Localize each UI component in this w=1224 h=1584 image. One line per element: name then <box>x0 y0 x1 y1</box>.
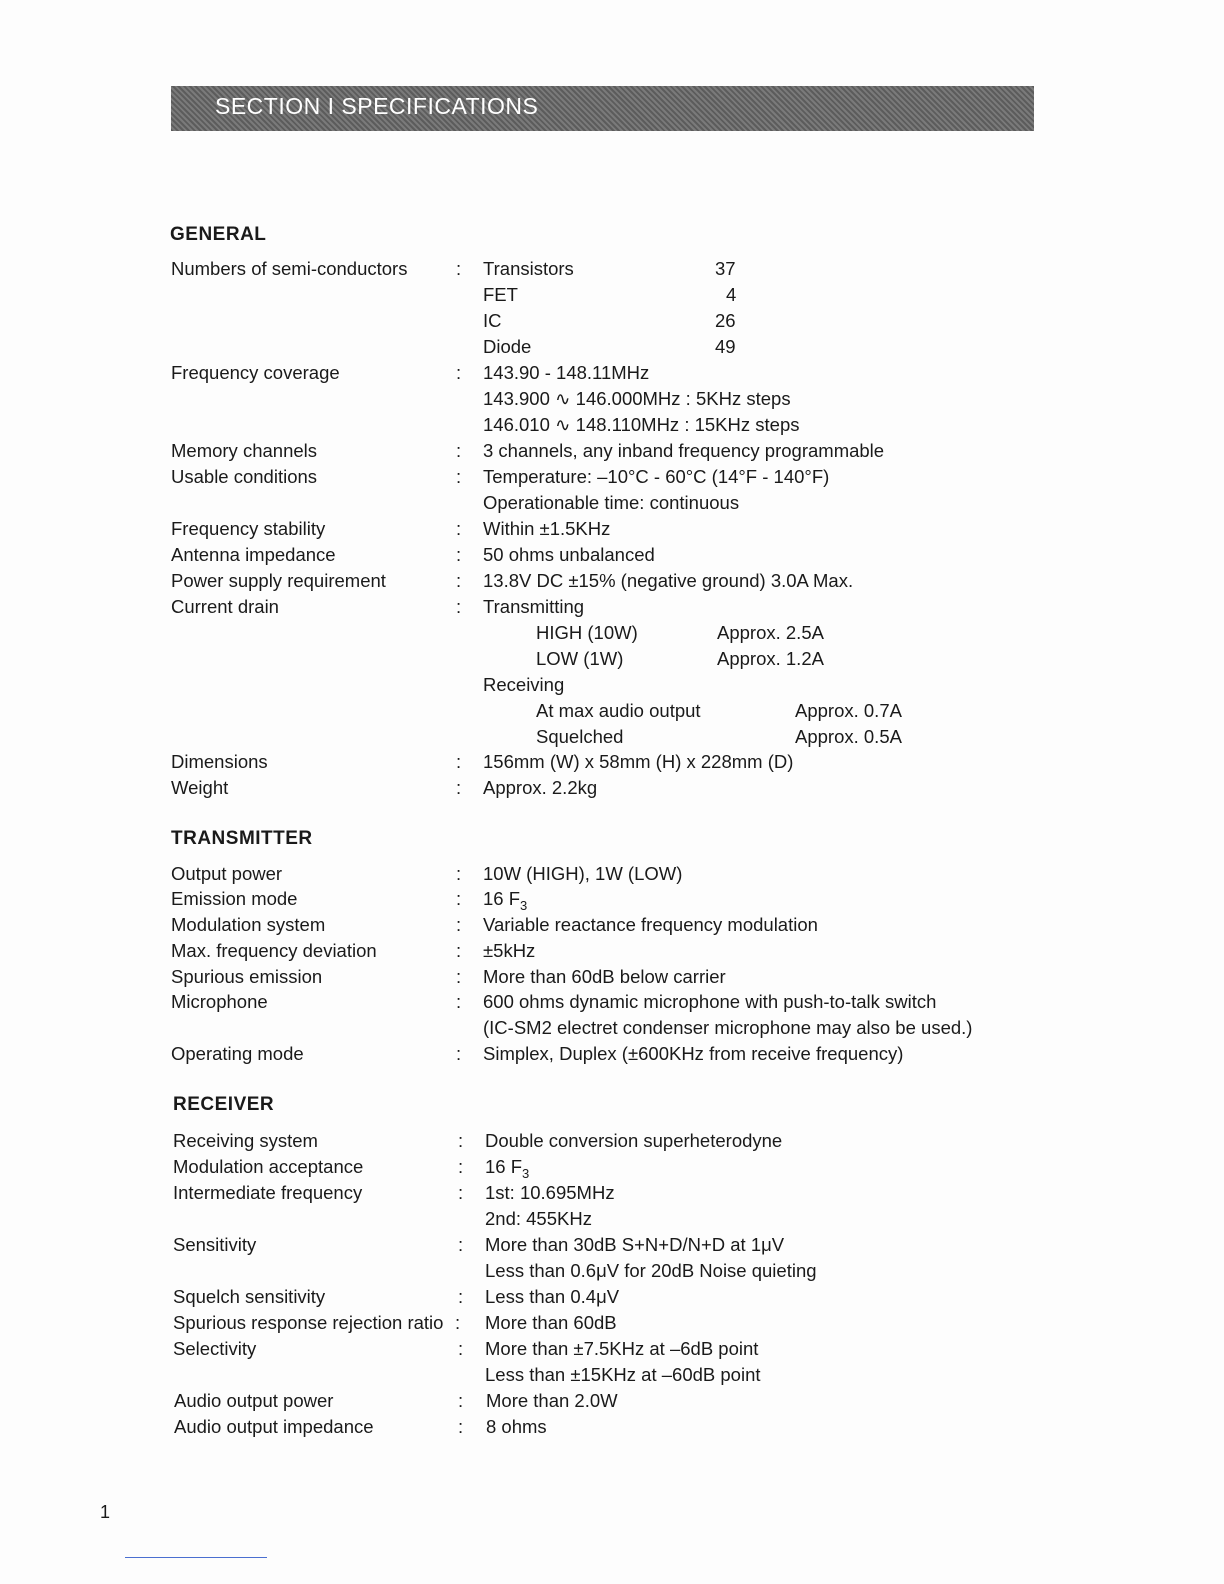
colon: : <box>456 570 462 591</box>
semi-count: 4 <box>726 284 737 305</box>
emis-sub: 3 <box>520 898 528 913</box>
if-value: 2nd: 455KHz <box>485 1208 592 1229</box>
drain-tx: Transmitting <box>483 596 585 617</box>
colon: : <box>456 863 462 884</box>
stab-value: Within ±1.5KHz <box>483 518 611 539</box>
colon: : <box>456 518 462 539</box>
ant-label: Antenna impedance <box>171 544 336 565</box>
colon: : <box>456 596 462 617</box>
general-heading: GENERAL <box>170 224 267 245</box>
if-label: Intermediate frequency <box>173 1182 363 1203</box>
mem-value: 3 channels, any inband frequency programmable <box>483 440 885 461</box>
emis-value <box>483 888 528 913</box>
sys-label: Receiving system <box>173 1130 318 1151</box>
sel-value: More than ±7.5KHz at –6dB point <box>485 1338 759 1359</box>
semi-count: 49 <box>715 336 736 357</box>
semi-count: 37 <box>715 258 736 279</box>
section-title: SECTION I SPECIFICATIONS <box>215 93 539 119</box>
acc-sub: 3 <box>522 1166 530 1181</box>
drain-low: LOW (1W) <box>536 648 624 669</box>
spur-label: Spurious emission <box>171 966 323 987</box>
sens-label: Sensitivity <box>173 1234 257 1255</box>
colon: : <box>456 991 462 1012</box>
sq-value: Less than 0.4μV <box>485 1286 620 1307</box>
colon: : <box>456 1043 462 1064</box>
opmode-label: Operating mode <box>171 1043 304 1064</box>
semi-name: IC <box>483 310 502 331</box>
aop-label: Audio output power <box>174 1390 334 1411</box>
usable-value: Temperature: –10°C - 60°C (14°F - 140°F) <box>483 466 830 487</box>
aoi-value: 8 ohms <box>486 1416 547 1437</box>
mic-value: (IC-SM2 electret condenser microphone may also be used.) <box>483 1017 973 1038</box>
dim-label: Dimensions <box>171 751 268 772</box>
semi-name: Diode <box>483 336 532 357</box>
drain-max-value: Approx. 0.7A <box>795 700 902 721</box>
mic-label: Microphone <box>171 991 268 1012</box>
freq-label: Frequency coverage <box>171 362 340 383</box>
drain-high-value: Approx. 2.5A <box>717 622 824 643</box>
emis-main: 16 F <box>483 888 521 909</box>
divider <box>125 1557 267 1558</box>
colon: : <box>455 1312 461 1333</box>
out-label: Output power <box>171 863 283 884</box>
colon: : <box>456 777 462 798</box>
drain-label: Current drain <box>171 596 279 617</box>
weight-value: Approx. 2.2kg <box>483 777 598 798</box>
drain-high: HIGH (10W) <box>536 622 638 643</box>
aop-value: More than 2.0W <box>486 1390 618 1411</box>
dim-value: 156mm (W) x 58mm (H) x 228mm (D) <box>483 751 794 772</box>
freq-value: 146.010 ∿ 148.110MHz : 15KHz steps <box>483 414 800 435</box>
sens-value: Less than 0.6μV for 20dB Noise quieting <box>485 1260 817 1281</box>
usable-value: Operationable time: continuous <box>483 492 740 513</box>
sq-label: Squelch sensitivity <box>173 1286 326 1307</box>
mod-value: Variable reactance frequency modulation <box>483 914 818 935</box>
mic-value: 600 ohms dynamic microphone with push-to-talk switch <box>483 991 937 1012</box>
colon: : <box>458 1130 464 1151</box>
out-value: 10W (HIGH), 1W (LOW) <box>483 863 683 884</box>
colon: : <box>456 544 462 565</box>
weight-label: Weight <box>171 777 229 798</box>
usable-label: Usable conditions <box>171 466 318 487</box>
opmode-value: Simplex, Duplex (±600KHz from receive frequency) <box>483 1043 904 1064</box>
emis-label: Emission mode <box>171 888 298 909</box>
semi-count: 26 <box>715 310 736 331</box>
aoi-label: Audio output impedance <box>174 1416 374 1437</box>
mem-label: Memory channels <box>171 440 318 461</box>
colon: : <box>456 914 462 935</box>
receiver-heading: RECEIVER <box>173 1094 275 1115</box>
spur-value: More than 60dB below carrier <box>483 966 726 987</box>
colon: : <box>458 1286 464 1307</box>
srr-label: Spurious response rejection ratio <box>173 1312 444 1333</box>
sel-label: Selectivity <box>173 1338 257 1359</box>
if-value: 1st: 10.695MHz <box>485 1182 615 1203</box>
ant-value: 50 ohms unbalanced <box>483 544 655 565</box>
colon: : <box>458 1156 464 1177</box>
drain-rx: Receiving <box>483 674 565 695</box>
colon: : <box>456 751 462 772</box>
transmitter-heading: TRANSMITTER <box>171 828 313 849</box>
semi-name: Transistors <box>483 258 574 279</box>
colon: : <box>456 966 462 987</box>
stab-label: Frequency stability <box>171 518 326 539</box>
freq-value: 143.90 - 148.11MHz <box>483 362 650 383</box>
acc-value <box>485 1156 530 1181</box>
drain-sq: Squelched <box>536 726 624 747</box>
colon: : <box>458 1182 464 1203</box>
drain-low-value: Approx. 1.2A <box>717 648 824 669</box>
colon: : <box>456 258 462 279</box>
acc-label: Modulation acceptance <box>173 1156 364 1177</box>
section-banner <box>171 86 1034 131</box>
srr-value: More than 60dB <box>485 1312 617 1333</box>
acc-main: 16 F <box>485 1156 523 1177</box>
semi-name: FET <box>483 284 518 305</box>
sens-value: More than 30dB S+N+D/N+D at 1μV <box>485 1234 785 1255</box>
freq-value: 143.900 ∿ 146.000MHz : 5KHz steps <box>483 388 791 409</box>
page-number: 1 <box>100 1502 111 1522</box>
drain-sq-value: Approx. 0.5A <box>795 726 902 747</box>
sel-value: Less than ±15KHz at –60dB point <box>485 1364 761 1385</box>
power-value: 13.8V DC ±15% (negative ground) 3.0A Max. <box>483 570 854 591</box>
mod-label: Modulation system <box>171 914 326 935</box>
dev-value: ±5kHz <box>483 940 536 961</box>
colon: : <box>458 1416 464 1437</box>
colon: : <box>458 1338 464 1359</box>
drain-max: At max audio output <box>536 700 701 721</box>
power-label: Power supply requirement <box>171 570 386 591</box>
semis-label: Numbers of semi-conductors <box>171 258 408 279</box>
colon: : <box>456 888 462 909</box>
colon: : <box>456 440 462 461</box>
colon: : <box>456 362 462 383</box>
colon: : <box>458 1234 464 1255</box>
sys-value: Double conversion superheterodyne <box>485 1130 783 1151</box>
dev-label: Max. frequency deviation <box>171 940 377 961</box>
colon: : <box>458 1390 464 1411</box>
colon: : <box>456 466 462 487</box>
colon: : <box>456 940 462 961</box>
